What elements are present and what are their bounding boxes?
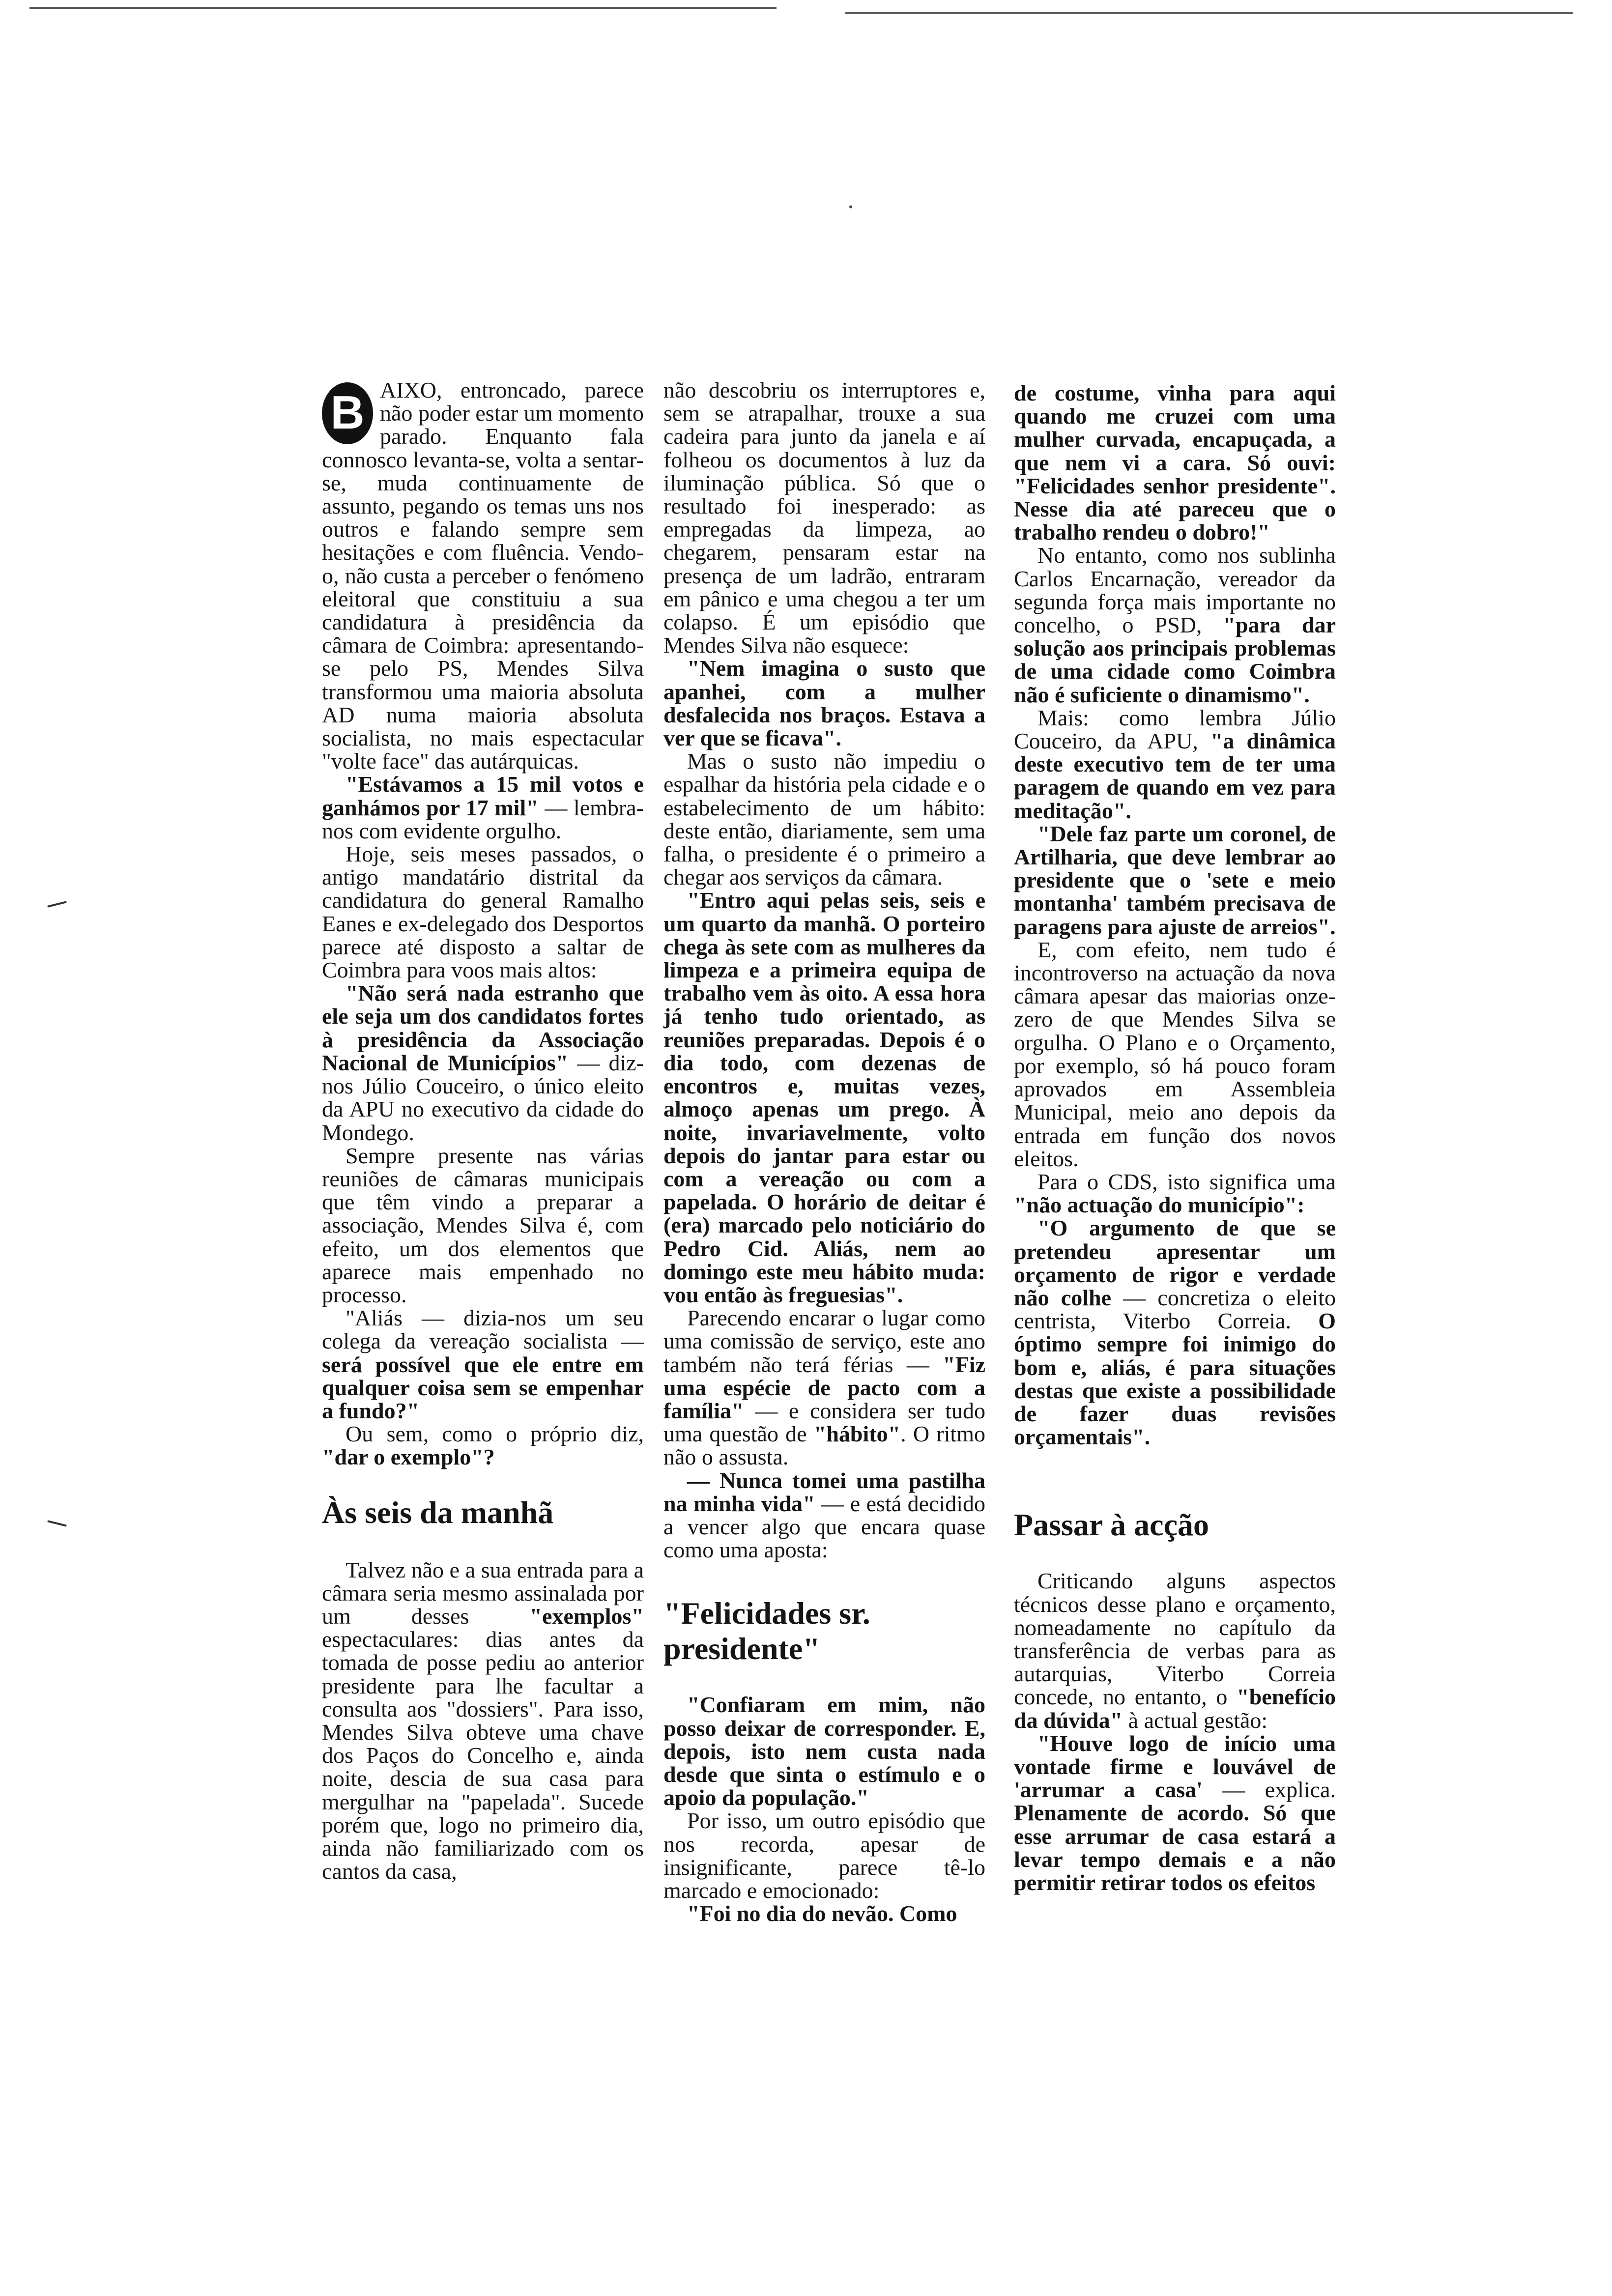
paragraph: Parecendo encarar o lugar como uma comissão de serviço, este ano também não terá férias — "Fiz uma espécie de pacto com a família" — e considera ser tudo uma questão de "hábito". O ritmo não o assusta. bbox=[663, 1305, 985, 1470]
subheading-felicidades: "Felicidades sr. presidente" bbox=[663, 1596, 870, 1666]
paragraph bbox=[663, 657, 985, 749]
paragraph bbox=[1014, 381, 1336, 544]
quote: "dar o exemplo"? bbox=[322, 1444, 495, 1470]
quote: "O argumento de que se pretendeu apresentar um orçamento de rigor e verdade não colhe bbox=[1014, 1215, 1336, 1310]
quote: "Foi no dia do nevão. Como bbox=[687, 1901, 957, 1926]
paragraph: Ou sem, como o próprio diz, "dar o exemplo"? bbox=[322, 1421, 644, 1470]
punch-mark-upper bbox=[47, 901, 67, 908]
dropcap-letter: B bbox=[322, 382, 373, 444]
top-rule-right bbox=[845, 12, 1573, 14]
quote: "Estávamos a 15 mil votos e ganhámos por 17 mil" bbox=[322, 772, 644, 820]
quote: — Nunca tomei uma pastilha na minha vida" bbox=[663, 1467, 985, 1516]
paragraph bbox=[663, 1902, 985, 1925]
punch-mark-lower bbox=[47, 1520, 67, 1527]
paragraph: Criticando alguns aspectos técnicos desse plano e orçamento, nomeadamente no capítulo da transferência de verbas para as autarquias, Viterbo Correia concede, no entanto, o "benefício da dúvida" à actual gestão: bbox=[1014, 1568, 1336, 1733]
quote: "não actuação do município": bbox=[1014, 1192, 1305, 1218]
paragraph: Talvez não e a sua entrada para a câmara seria mesmo assinalada por um desses "exemplos" espectaculares: dias antes da tomada de posse pediu ao anterior presidente para lhe facultar a consulta aos "dossiers". Para isso, Mendes Silva obteve uma chave dos Paços do Concelho e, ainda noite, descia de sua casa para mergulhar na "papelada". Sucede porém que, logo no primeiro dia, ainda não familiarizado com os cantos da casa, bbox=[322, 1557, 644, 1884]
paragraph: Por isso, um outro episódio que nos recorda, apesar de insignificante, parece tê-lo marcado e emocionado: bbox=[663, 1808, 985, 1903]
paragraph: "Não será nada estranho que ele seja um dos candidatos fortes à presidência da Associação Nacional de Municípios" — diz-nos Júlio Couceiro, o único eleito da APU no executivo da cidade do Mondego. bbox=[322, 980, 644, 1145]
paragraph: Sempre presente nas várias reuniões de câmaras municipais que têm vindo a preparar a associação, Mendes Silva é, com efeito, um dos elementos que aparece mais empenhado no processo. bbox=[322, 1143, 644, 1307]
quote: "Dele faz parte um coronel, de Artilharia, que deve lembrar ao presidente que o 'sete e meio montanha' também precisava de paragens para ajuste de arreios". bbox=[1014, 821, 1336, 939]
quote: "hábito" bbox=[813, 1421, 901, 1447]
paragraph: não descobriu os interruptores e, sem se atrapalhar, trouxe a sua cadeira para junto da janela e aí folheou os documentos à luz da iluminação pública. Só que o resultado foi inesperado: as empregadas da limpeza, ao chegarem, pensaram estar na presença de um ladrão, entraram em pânico e uma chegou a ter um colapso. É um episódio que Mendes Silva não esquece: bbox=[663, 377, 985, 658]
paragraph: Hoje, seis meses passados, o antigo mandatário distrital da candidatura do general Ramalho Eanes e ex-delegado dos Desportos parece até disposto a saltar de Coimbra para voos mais altos: bbox=[322, 841, 644, 983]
paragraph: Mais: como lembra Júlio Couceiro, da APU, "a dinâmica deste executivo tem de ter uma paragem de quando em vez para meditação". bbox=[1014, 705, 1336, 823]
quote: O óptimo sempre foi inimigo do bom e, aliás, é para situações destas que existe a possibilidade de fazer duas revisões orçamentais". bbox=[1014, 1308, 1336, 1450]
paragraph: "Estávamos a 15 mil votos e ganhámos por 17 mil" — lembra-nos com evidente orgulho. bbox=[322, 772, 644, 843]
paragraph bbox=[1014, 822, 1336, 938]
paragraph: No entanto, como nos sublinha Carlos Encarnação, vereador da segunda força mais importante no concelho, o PSD, "para dar solução aos principais problemas de uma cidade como Coimbra não é suficiente o dinamismo". bbox=[1014, 543, 1336, 707]
quote: de costume, vinha para aqui quando me cruzei com uma mulher curvada, encapuçada, a que nem vi a cara. Só ouvi: "Felicidades senhor presidente". Nesse dia até pareceu que o trabalho rendeu o dobro!" bbox=[1014, 380, 1336, 545]
paragraph: Mas o susto não impediu o espalhar da história pela cidade e o estabelecimento de um hábito: deste então, diariamente, sem uma falha, o presidente é o primeiro a chegar aos serviços da câmara. bbox=[663, 748, 985, 890]
top-rule-left bbox=[29, 7, 777, 9]
subheading-seis-da-manha: Às seis da manhã bbox=[322, 1494, 554, 1530]
quote: "benefício da dúvida" bbox=[1014, 1684, 1336, 1733]
paragraph: "O argumento de que se pretendeu apresentar um orçamento de rigor e verdade não colhe — concretiza o eleito centrista, Viterbo Correia. O óptimo sempre foi inimigo do bom e, aliás, é para situações destas que existe a possibilidade de fazer duas revisões orçamentais". bbox=[1014, 1215, 1336, 1450]
paragraph: E, com efeito, nem tudo é incontroverso na actuação da nova câmara apesar das maiorias onze-zero de que Mendes Silva se orgulha. O Plano e o Orçamento, por exemplo, só há pouco foram aprovados em Assembleia Municipal, meio ano depois da entrada em função dos novos eleitos. bbox=[1014, 937, 1336, 1171]
article-column-1 bbox=[322, 378, 644, 1883]
paragraph: — Nunca tomei uma pastilha na minha vida" — e está decidido a vencer algo que encara quase como uma aposta: bbox=[663, 1467, 986, 1563]
paragraph bbox=[663, 889, 985, 1306]
quote: "a dinâmica deste executivo tem de ter uma paragem de quando em vez para meditação". bbox=[1014, 728, 1336, 823]
quote: "exemplos" bbox=[529, 1603, 644, 1629]
paragraph: Para o CDS, isto significa uma "não actuação do município": bbox=[1014, 1169, 1336, 1218]
article-column-3 bbox=[1014, 381, 1336, 1894]
article-column-2 bbox=[663, 378, 985, 1925]
lead-paragraph: B AIXO, entroncado, parece não poder estar um momento parado. Enquanto fala connosco levanta-se, volta a sentar-se, muda continuamente de assunto, pegando os temas uns nos outros e falando sempre sem hesitações e com fluência. Vendo-o, não custa a perceber o fenómeno eleitoral que constituiu a sua candidatura à presidência da câmara de Coimbra: apresentando-se pelo PS, Mendes Silva transformou uma maioria absoluta AD numa maioria absoluta socialista, no mais espectacular "volte face" das autárquicas. bbox=[322, 377, 644, 774]
quote: "Entro aqui pelas seis, seis e um quarto da manhã. O porteiro chega às sete com as mulheres da limpeza e a primeira equipa de trabalho vem às oito. A essa hora já tenho tudo orientado, as reuniões preparadas. Depois é o dia todo, com dezenas de encontros e, muitas vezes, almoço apenas um prego. À noite, invariavelmente, volto depois do jantar para estar ou com a vereação ou com a papelada. O horário de deitar é (era) marcado pelo noticiário do Pedro Cid. Aliás, nem ao domingo este meu hábito muda: vou então às freguesias". bbox=[663, 888, 985, 1307]
quote: será possível que ele entre em qualquer coisa sem se empenhar a fundo?" bbox=[322, 1351, 644, 1423]
scan-speck bbox=[849, 205, 852, 208]
quote: "para dar solução aos principais problemas de uma cidade como Coimbra não é suficiente o dinamismo". bbox=[1014, 612, 1336, 707]
quote: "Fiz uma espécie de pacto com a família" bbox=[663, 1351, 985, 1423]
quote: "Houve logo de início uma vontade firme e louvável de 'arrumar a casa' bbox=[1014, 1730, 1336, 1803]
paragraph: "Houve logo de início uma vontade firme e louvável de 'arrumar a casa' — explica. Plenamente de acordo. Só que esse arrumar de casa estará a levar tempo demais e a não permitir retirar todos os efeitos bbox=[1014, 1730, 1336, 1895]
quote: "Confiaram em mim, não posso deixar de corresponder. E, depois, isto nem custa nada desde que sinta o estímulo e o apoio da população." bbox=[663, 1692, 985, 1810]
quote: "Não será nada estranho que ele seja um dos candidatos fortes à presidência da Associação Nacional de Municípios" bbox=[322, 980, 644, 1075]
quote: "Nem imagina o susto que apanhei, com a mulher desfalecida nos braços. Estava a ver que se ficava". bbox=[663, 656, 985, 751]
subheading-passar-a-accao: Passar à acção bbox=[1014, 1507, 1209, 1543]
paragraph: "Aliás — dizia-nos um seu colega da vereação socialista — será possível que ele entre em qualquer coisa sem se empenhar a fundo?" bbox=[322, 1305, 644, 1423]
paragraph bbox=[663, 1693, 985, 1809]
quote: Plenamente de acordo. Só que esse arrumar de casa estará a levar tempo demais e a não permitir retirar todos os efeitos bbox=[1014, 1800, 1336, 1895]
